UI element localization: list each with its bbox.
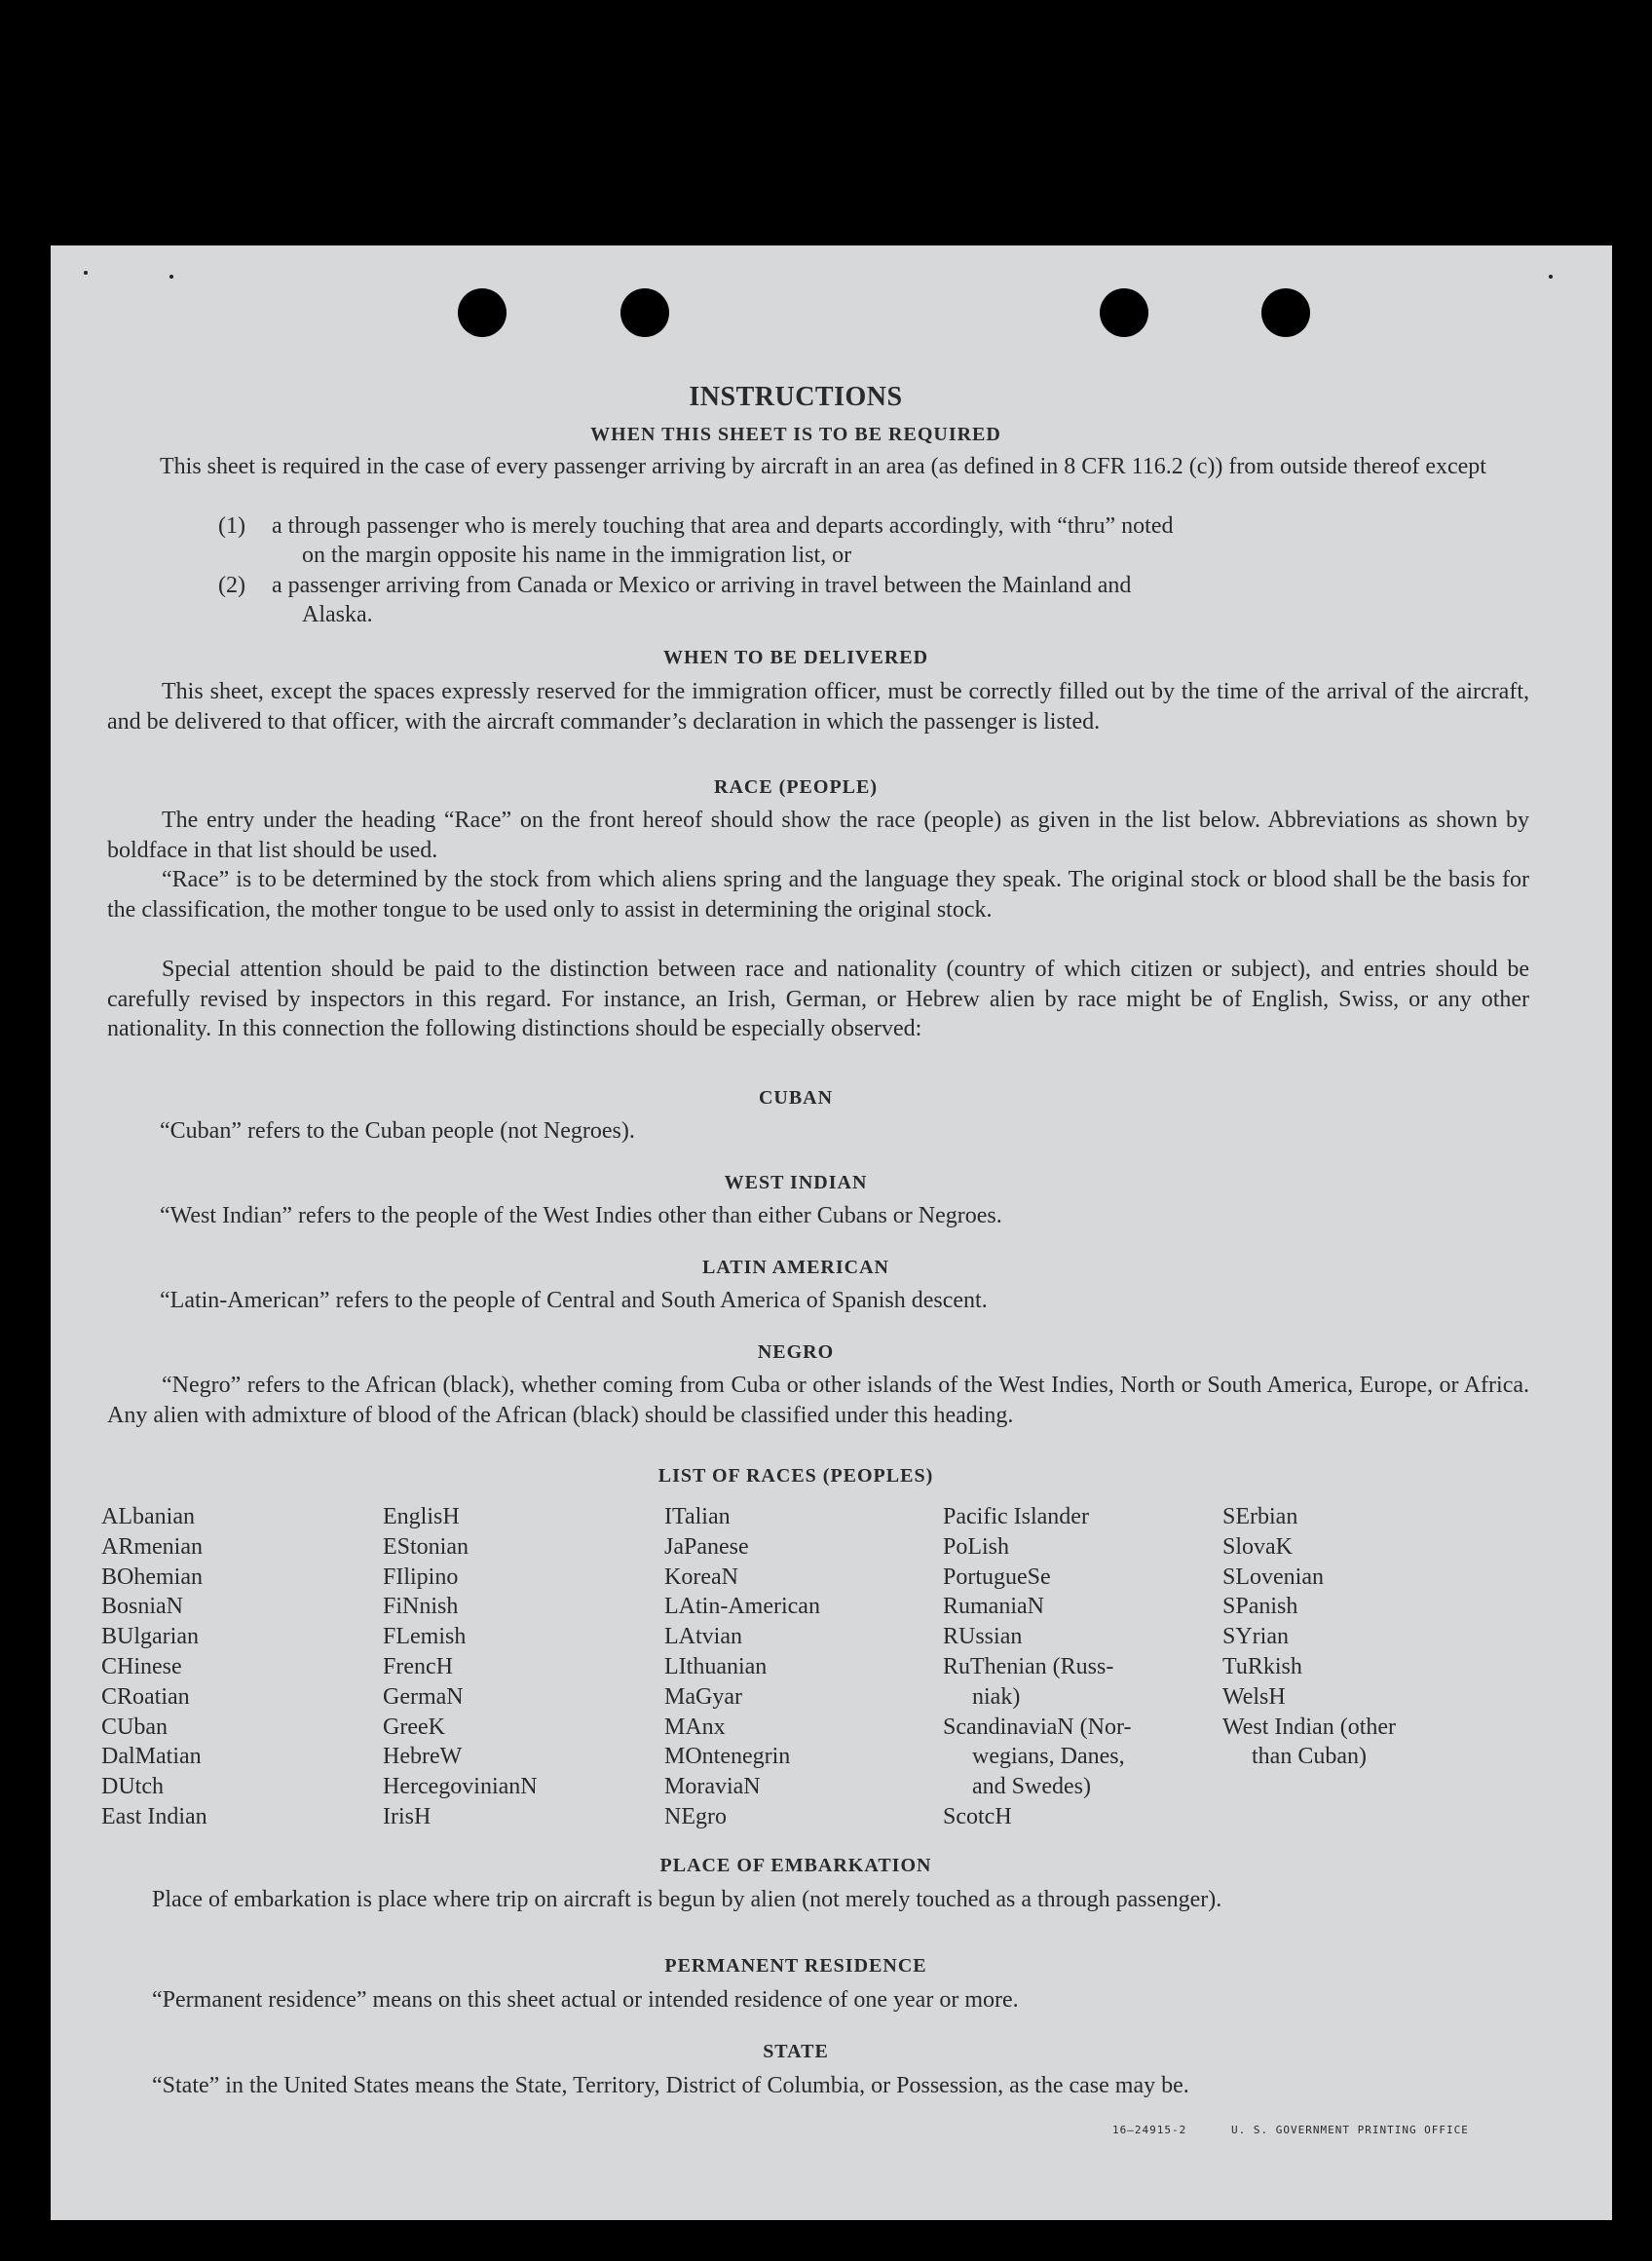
race-entry: BUlgarian (101, 1624, 199, 1650)
race-entry: LIthuanian (664, 1653, 768, 1679)
races-column-4 (943, 1502, 1131, 1832)
race-entry: RUssian (943, 1624, 1023, 1650)
race-entry: JaPanese (664, 1533, 749, 1560)
paragraph-race-2: “Race” is to be determined by the stock from which aliens spring and the language they speak. The original stock or blood shall be the basis for the classification, the mother tongue to be used only to assist in determining the original stock. (107, 867, 1529, 923)
race-entry: CHinese (101, 1653, 182, 1679)
paragraph-when-required: This sheet is required in the case of every passenger arriving by aircraft in an area (as defined in 8 CFR 116.2 (c)) from outside thereof except (160, 454, 1486, 479)
race-entry: niak) (972, 1683, 1021, 1710)
paragraph-embarkation: Place of embarkation is place where trip on aircraft is begun by alien (not merely touched as a through passenger). (152, 1887, 1222, 1912)
speck (1549, 275, 1553, 279)
race-entry: BosniaN (101, 1594, 183, 1620)
race-entry: TuRkish (1222, 1653, 1302, 1679)
race-entry: ALbanian (101, 1504, 195, 1529)
document-sheet (51, 245, 1612, 2220)
race-entry: MaGyar (664, 1683, 742, 1710)
heading-negro: NEGRO (757, 1341, 835, 1363)
item-2-line-1: a passenger arriving from Canada or Mexico or arriving in travel between the Mainland and (272, 573, 1132, 598)
race-entry: LAtin-American (664, 1594, 820, 1620)
punch-hole (1100, 288, 1148, 337)
paragraph-when-delivered: This sheet, except the spaces expressly reserved for the immigration officer, must be correctly filled out by the time of the arrival of the aircraft, and be delivered to that officer, with the aircraft commander’s declaration in which the passenger is listed. (107, 679, 1529, 735)
paragraph-race-1: The entry under the heading “Race” on the front hereof should show the race (people) as given in the list below. Abbreviations as shown by boldface in that list should be used. (107, 808, 1529, 863)
race-entry: MAnx (664, 1714, 726, 1740)
race-entry: East Indian (101, 1803, 207, 1829)
paragraph-west-indian: “West Indian” refers to the people of the West Indies other than either Cubans or Negroes. (160, 1203, 1002, 1228)
paragraph-permanent-residence: “Permanent residence” means on this sheet actual or intended residence of one year or more. (152, 1987, 1019, 2013)
race-entry: GreeK (383, 1714, 445, 1740)
heading-state: STATE (763, 2041, 829, 2062)
race-entry: ARmenian (101, 1533, 203, 1560)
race-entry: FrencH (383, 1653, 453, 1679)
paragraph-cuban: “Cuban” refers to the Cuban people (not Negroes). (160, 1118, 635, 1144)
race-entry: PoLish (943, 1533, 1010, 1560)
race-entry: DUtch (101, 1774, 164, 1800)
item-1-line-2: on the margin opposite his name in the immigration list, or (302, 543, 852, 568)
races-column-3 (664, 1502, 820, 1832)
race-entry: IrisH (383, 1803, 432, 1829)
heading-embarkation: PLACE OF EMBARKATION (659, 1855, 932, 1876)
heading-permanent-residence: PERMANENT RESIDENCE (664, 1955, 927, 1977)
paragraph-latin-american: “Latin-American” refers to the people of Central and South America of Spanish descent. (160, 1288, 988, 1313)
printer-imprint: U. S. GOVERNMENT PRINTING OFFICE (1231, 2124, 1469, 2136)
punch-hole (1261, 288, 1310, 337)
race-entry: NEgro (664, 1803, 727, 1829)
race-entry: FiNnish (383, 1594, 459, 1620)
race-entry: EnglisH (383, 1504, 460, 1529)
paragraph-race-3: Special attention should be paid to the distinction between race and nationality (country of which citizen or subject), and entries should be carefully revised by inspectors in this regard. For instance, an Irish, German, or Hebrew alien by race might be of English, Swiss, or any other nationality. In this connection the following distinctions should be especially observed: (107, 957, 1529, 1041)
item-2-line-2: Alaska. (302, 602, 373, 627)
race-entry: BOhemian (101, 1564, 203, 1590)
race-entry: ITalian (664, 1504, 731, 1529)
heading-west-indian: WEST INDIAN (724, 1172, 868, 1193)
race-entry: West Indian (other (1222, 1714, 1397, 1740)
race-entry: SlovaK (1222, 1533, 1293, 1560)
heading-list-of-races: LIST OF RACES (PEOPLES) (657, 1465, 934, 1487)
item-1-number: (1) (218, 513, 245, 539)
race-entry: ScandinaviaN (Nor- (943, 1714, 1132, 1740)
race-entry: CRoatian (101, 1683, 190, 1710)
race-entry: SErbian (1222, 1504, 1298, 1529)
races-column-2 (383, 1502, 538, 1832)
heading-when-delivered: WHEN TO BE DELIVERED (662, 647, 929, 668)
race-entry: DalMatian (101, 1744, 202, 1770)
paragraph-negro: “Negro” refers to the African (black), whether coming from Cuba or other islands of the West Indies, North or South America, Europe, or Africa. Any alien with admixture of blood of the African (black) should be classified under this heading. (107, 1373, 1529, 1428)
race-entry: EStonian (383, 1533, 469, 1560)
heading-latin-american: LATIN AMERICAN (702, 1257, 889, 1278)
heading-when-required: WHEN THIS SHEET IS TO BE REQUIRED (590, 424, 1001, 445)
speck (169, 275, 173, 279)
race-entry: ScotcH (943, 1803, 1012, 1829)
race-entry: RuThenian (Russ- (943, 1653, 1114, 1679)
paragraph-state: “State” in the United States means the State, Territory, District of Columbia, or Possession, as the case may be. (152, 2073, 1189, 2098)
form-code: 16—24915-2 (1112, 2124, 1187, 2136)
item-1-line-1: a through passenger who is merely touching that area and departs accordingly, with “thru” noted (272, 513, 1174, 539)
race-entry: FLemish (383, 1624, 467, 1650)
race-entry: WelsH (1222, 1683, 1286, 1710)
race-entry: than Cuban) (1252, 1744, 1367, 1770)
race-entry: HebreW (383, 1744, 463, 1770)
speck (84, 271, 88, 275)
race-entry: SYrian (1222, 1624, 1289, 1650)
race-entry: PortugueSe (943, 1564, 1051, 1590)
heading-race: RACE (PEOPLE) (714, 776, 878, 798)
race-entry: Pacific Islander (943, 1504, 1089, 1529)
races-column-5 (1222, 1502, 1396, 1772)
punch-hole (458, 288, 507, 337)
races-column-1 (101, 1502, 207, 1832)
race-entry: SPanish (1222, 1594, 1298, 1620)
race-entry: GermaN (383, 1683, 464, 1710)
race-entry: wegians, Danes, (972, 1744, 1125, 1770)
race-entry: MOntenegrin (664, 1744, 791, 1770)
race-entry: RumaniaN (943, 1594, 1044, 1620)
race-entry: SLovenian (1222, 1564, 1324, 1590)
page-title: INSTRUCTIONS (689, 382, 903, 412)
race-entry: FIlipino (383, 1564, 459, 1590)
race-entry: CUban (101, 1714, 168, 1740)
race-entry: and Swedes) (972, 1774, 1091, 1800)
punch-hole (620, 288, 669, 337)
race-entry: HercegovinianN (383, 1774, 538, 1800)
item-2-number: (2) (218, 573, 245, 598)
race-entry: KoreaN (664, 1564, 738, 1590)
race-entry: LAtvian (664, 1624, 742, 1650)
race-entry: MoraviaN (664, 1774, 761, 1800)
heading-cuban: CUBAN (758, 1087, 834, 1109)
